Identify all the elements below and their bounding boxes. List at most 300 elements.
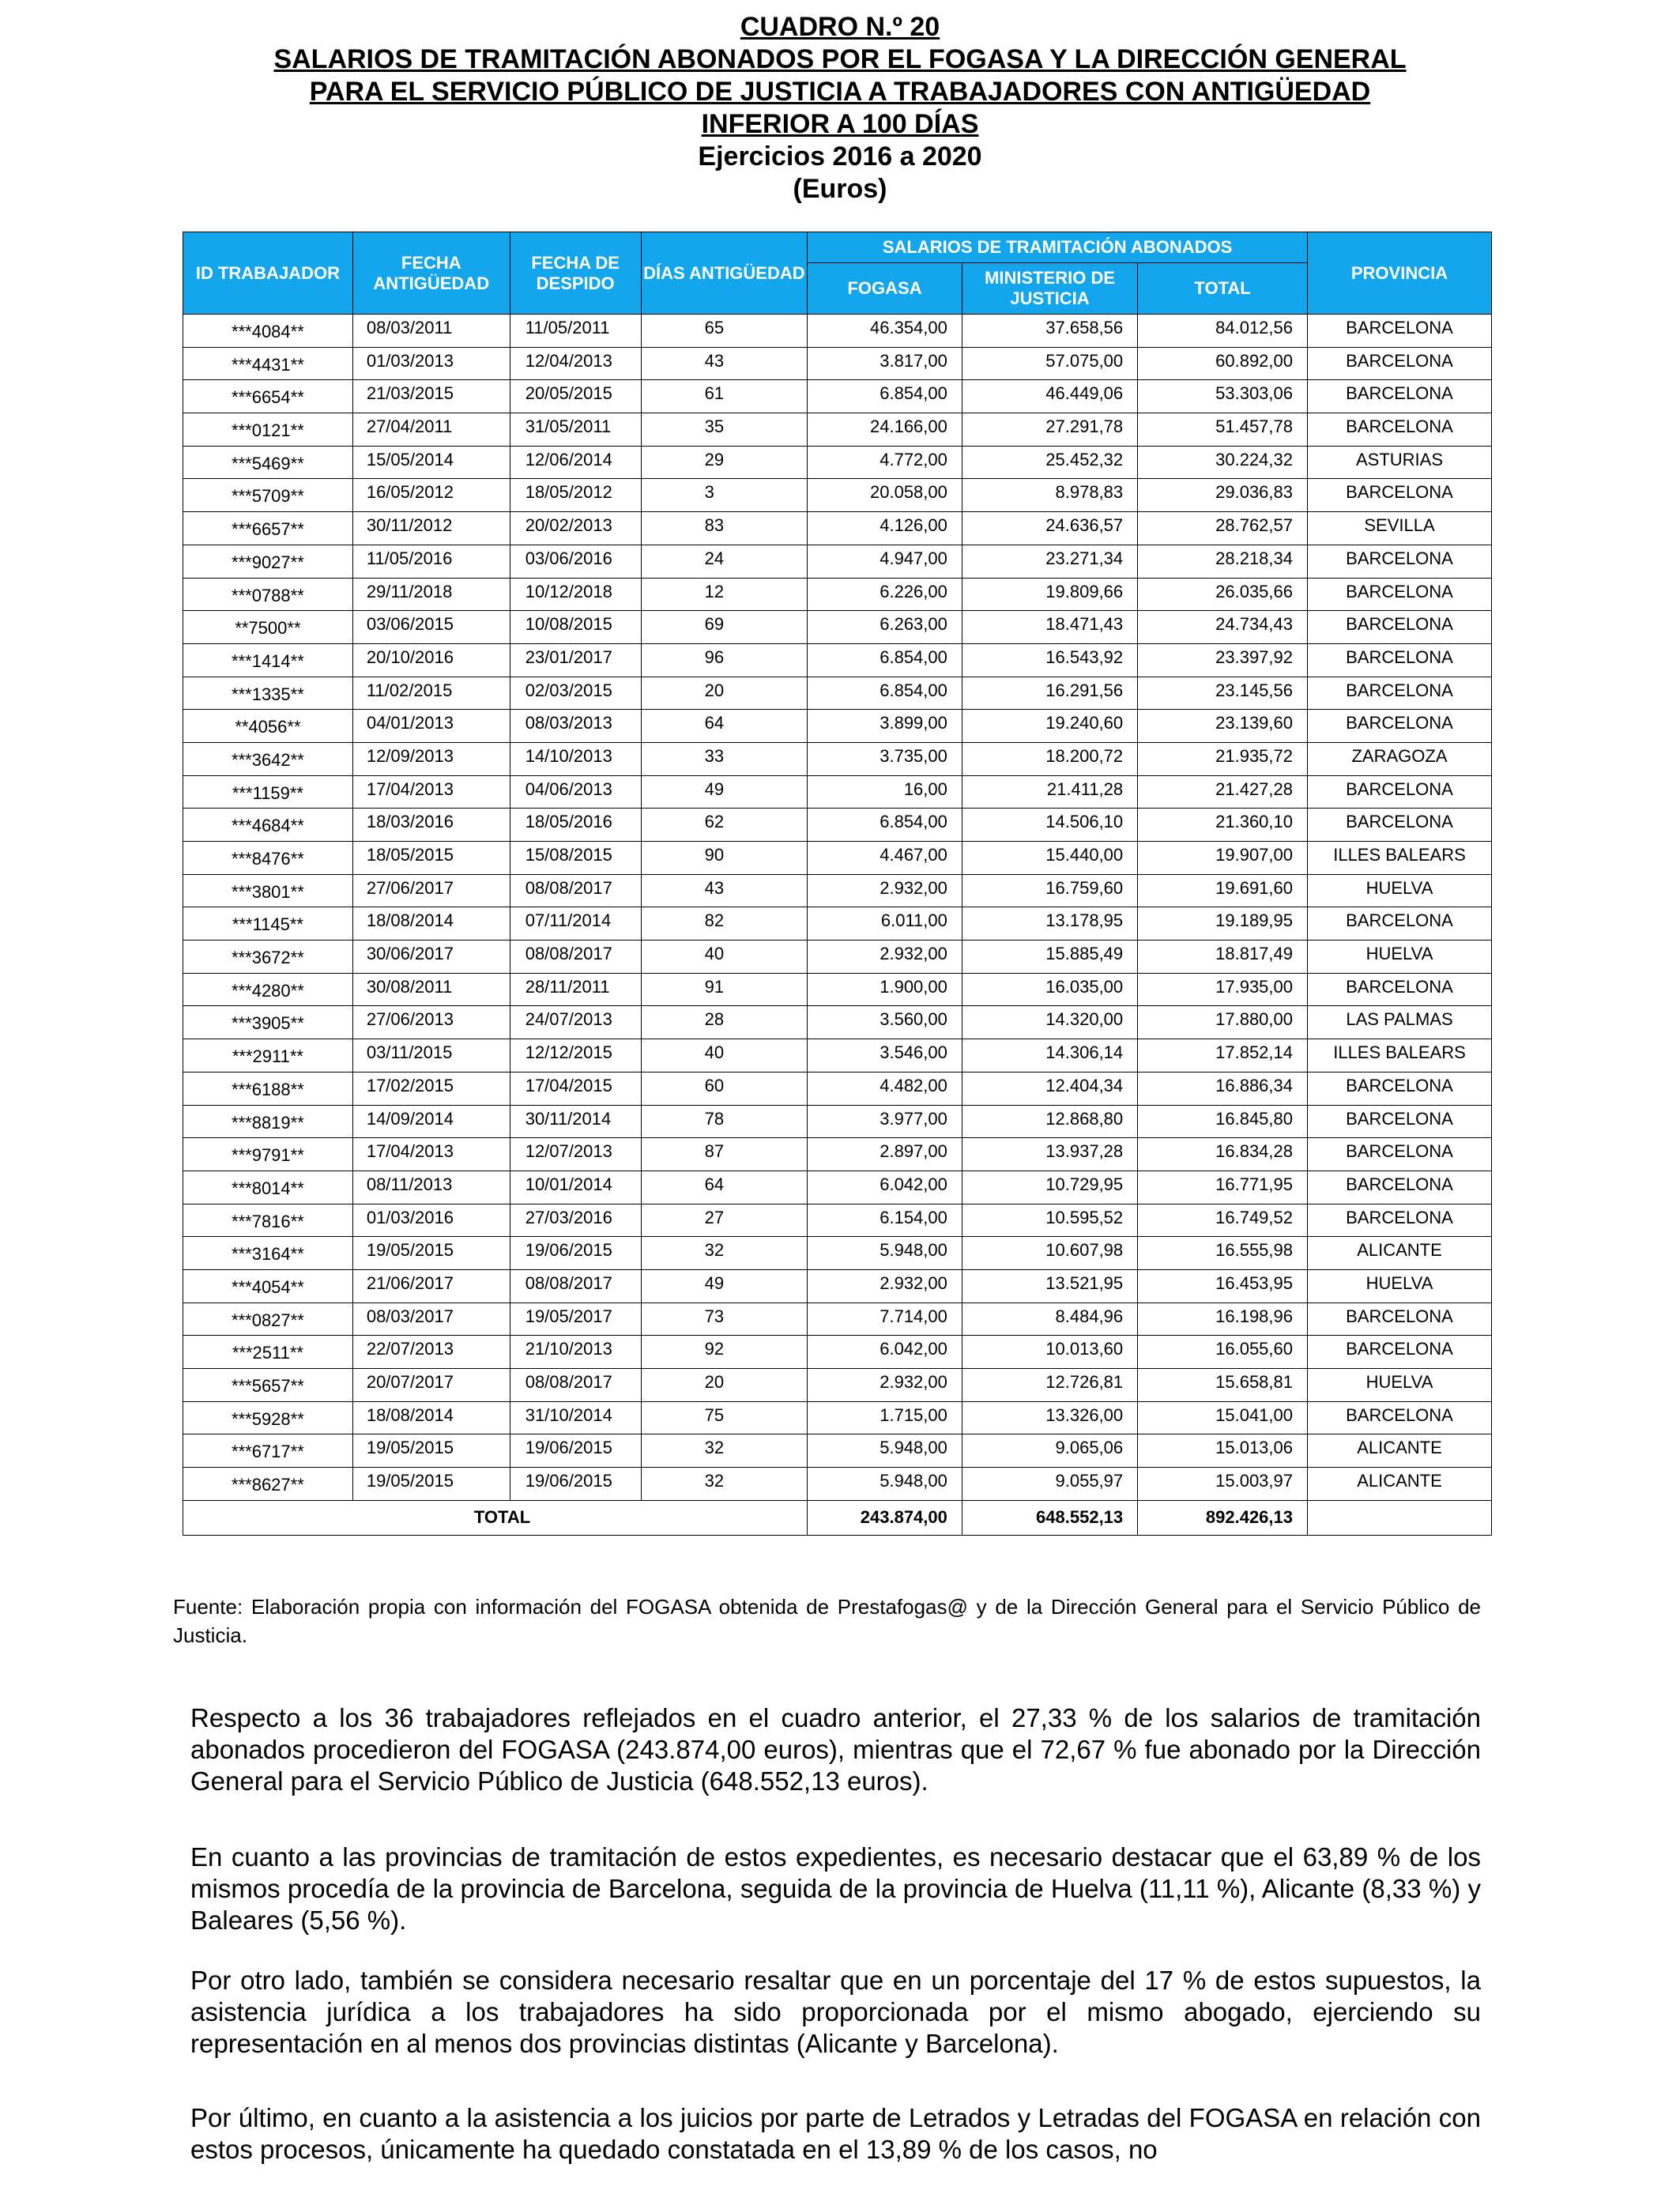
cell-id: ***5709**	[183, 479, 353, 512]
cell-id: ***7816**	[183, 1204, 353, 1237]
cuadro-number: CUADRO N.º 20	[740, 12, 940, 42]
cell-ministerio: 10.595,52	[962, 1204, 1137, 1237]
table-row	[183, 677, 1492, 710]
cell-fogasa: 4.772,00	[808, 446, 962, 479]
cell-ministerio: 27.291,78	[962, 413, 1137, 447]
cell-dias: 43	[641, 874, 808, 907]
cell-fecha-antiguedad: 12/09/2013	[352, 742, 510, 775]
cell-id: ***1335**	[183, 677, 353, 710]
cell-fecha-despido: 14/10/2013	[510, 742, 641, 775]
cell-id: ***8014**	[183, 1171, 353, 1204]
cell-fogasa: 2.932,00	[808, 1269, 962, 1302]
cell-total: 51.457,78	[1138, 413, 1308, 447]
cell-ministerio: 12.726,81	[962, 1369, 1137, 1402]
cell-provincia: ALICANTE	[1308, 1434, 1492, 1468]
cell-id: ***3164**	[183, 1237, 353, 1270]
cell-fecha-despido: 23/01/2017	[510, 643, 641, 677]
cell-provincia: BARCELONA	[1308, 710, 1492, 743]
cell-total: 23.145,56	[1138, 677, 1308, 710]
cell-fecha-antiguedad: 08/03/2017	[352, 1302, 510, 1336]
cell-id: ***3905**	[183, 1006, 353, 1039]
cell-dias: 60	[641, 1072, 808, 1105]
cell-fecha-antiguedad: 11/05/2016	[352, 545, 510, 578]
table-row	[183, 347, 1492, 380]
cell-fecha-despido: 18/05/2016	[510, 809, 641, 842]
cell-fogasa: 20.058,00	[808, 479, 962, 512]
cell-fecha-antiguedad: 27/06/2017	[352, 874, 510, 907]
cell-id: ***2911**	[183, 1039, 353, 1072]
cell-ministerio: 13.326,00	[962, 1401, 1137, 1434]
cell-fogasa: 6.854,00	[808, 677, 962, 710]
units-subtitle: (Euros)	[793, 174, 887, 204]
cell-fecha-antiguedad: 29/11/2018	[352, 578, 510, 611]
cell-dias: 29	[641, 446, 808, 479]
cell-fecha-antiguedad: 04/01/2013	[352, 710, 510, 743]
cell-fecha-antiguedad: 17/04/2013	[352, 1138, 510, 1171]
table-row	[183, 545, 1492, 578]
cell-total: 16.055,60	[1138, 1336, 1308, 1369]
cell-fecha-despido: 12/12/2015	[510, 1039, 641, 1072]
table-row	[183, 413, 1492, 447]
cell-fecha-despido: 11/05/2011	[510, 315, 641, 348]
cell-provincia: BARCELONA	[1308, 1072, 1492, 1105]
cell-dias: 35	[641, 413, 808, 447]
cell-total: 19.691,60	[1138, 874, 1308, 907]
cell-dias: 69	[641, 611, 808, 644]
table-row	[183, 1171, 1492, 1204]
table-row	[183, 1369, 1492, 1402]
cell-fecha-antiguedad: 20/07/2017	[352, 1369, 510, 1402]
salaries-table	[183, 232, 1492, 1536]
cell-ministerio: 21.411,28	[962, 775, 1137, 809]
cell-ministerio: 13.178,95	[962, 907, 1137, 941]
header-dias-antiguedad: DÍAS ANTIGÜEDAD	[641, 232, 808, 315]
cell-provincia: LAS PALMAS	[1308, 1006, 1492, 1039]
cell-fecha-despido: 19/06/2015	[510, 1237, 641, 1270]
cell-dias: 49	[641, 775, 808, 809]
cell-provincia: SEVILLA	[1308, 512, 1492, 545]
cell-fecha-despido: 19/06/2015	[510, 1468, 641, 1501]
cell-id: ***4084**	[183, 315, 353, 348]
cell-id: ***8476**	[183, 842, 353, 875]
table-row	[183, 809, 1492, 842]
total-fogasa: 243.874,00	[808, 1500, 962, 1535]
cell-fecha-despido: 31/10/2014	[510, 1401, 641, 1434]
table-row	[183, 973, 1492, 1006]
cell-id: **4056**	[183, 710, 353, 743]
cell-fecha-despido: 08/08/2017	[510, 1369, 641, 1402]
table-row	[183, 1302, 1492, 1336]
table-row	[183, 1468, 1492, 1501]
cell-fecha-antiguedad: 30/11/2012	[352, 512, 510, 545]
cell-total: 16.198,96	[1138, 1302, 1308, 1336]
cell-fecha-despido: 08/08/2017	[510, 941, 641, 974]
cell-fecha-despido: 03/06/2016	[510, 545, 641, 578]
cell-total: 28.218,34	[1138, 545, 1308, 578]
table-row	[183, 512, 1492, 545]
cell-fecha-despido: 27/03/2016	[510, 1204, 641, 1237]
cell-total: 17.935,00	[1138, 973, 1308, 1006]
cell-fecha-antiguedad: 11/02/2015	[352, 677, 510, 710]
cell-total: 23.139,60	[1138, 710, 1308, 743]
table-row	[183, 710, 1492, 743]
cell-dias: 91	[641, 973, 808, 1006]
cell-dias: 92	[641, 1336, 808, 1369]
cell-id: ***1159**	[183, 775, 353, 809]
cell-ministerio: 18.200,72	[962, 742, 1137, 775]
cell-fogasa: 3.899,00	[808, 710, 962, 743]
cell-dias: 24	[641, 545, 808, 578]
cell-id: ***5469**	[183, 446, 353, 479]
cell-dias: 82	[641, 907, 808, 941]
cell-fogasa: 7.714,00	[808, 1302, 962, 1336]
cell-ministerio: 12.868,80	[962, 1105, 1137, 1138]
cell-fogasa: 2.932,00	[808, 874, 962, 907]
cell-id: ***1414**	[183, 643, 353, 677]
cell-fogasa: 6.854,00	[808, 643, 962, 677]
table-row	[183, 1138, 1492, 1171]
cell-id: **7500**	[183, 611, 353, 644]
table-row	[183, 380, 1492, 413]
cell-provincia: BARCELONA	[1308, 1401, 1492, 1434]
table-title-block	[0, 11, 1680, 205]
cell-provincia: BARCELONA	[1308, 1336, 1492, 1369]
cell-fogasa: 4.482,00	[808, 1072, 962, 1105]
cell-fecha-despido: 24/07/2013	[510, 1006, 641, 1039]
cell-fogasa: 2.932,00	[808, 941, 962, 974]
cell-total: 21.427,28	[1138, 775, 1308, 809]
cell-fecha-antiguedad: 21/03/2015	[352, 380, 510, 413]
cell-ministerio: 15.885,49	[962, 941, 1137, 974]
table-row	[183, 1434, 1492, 1468]
cell-fecha-despido: 20/05/2015	[510, 380, 641, 413]
cell-fogasa: 5.948,00	[808, 1434, 962, 1468]
cell-total: 21.935,72	[1138, 742, 1308, 775]
cell-fecha-despido: 30/11/2014	[510, 1105, 641, 1138]
cell-fecha-antiguedad: 16/05/2012	[352, 479, 510, 512]
cell-fogasa: 6.154,00	[808, 1204, 962, 1237]
cell-dias: 75	[641, 1401, 808, 1434]
paragraph-3: Por otro lado, también se considera necesario resaltar que en un porcentaje del 17 % de estos supuestos, la asistencia jurídica a los trabajadores ha sido proporcionada por el mismo abogado, ejerciendo su representación en al menos dos provincias distintas (Alicante y Barcelona).	[190, 1966, 1481, 2058]
cell-provincia: BARCELONA	[1308, 775, 1492, 809]
header-fecha-despido: FECHA DE DESPIDO	[510, 232, 641, 315]
cell-dias: 3	[641, 479, 808, 512]
cell-fecha-antiguedad: 08/11/2013	[352, 1171, 510, 1204]
cell-dias: 49	[641, 1269, 808, 1302]
cell-id: ***4431**	[183, 347, 353, 380]
cell-ministerio: 9.055,97	[962, 1468, 1137, 1501]
cell-dias: 40	[641, 941, 808, 974]
cell-ministerio: 25.452,32	[962, 446, 1137, 479]
cell-ministerio: 14.506,10	[962, 809, 1137, 842]
cell-id: ***6188**	[183, 1072, 353, 1105]
cell-fecha-despido: 28/11/2011	[510, 973, 641, 1006]
table-body	[183, 315, 1492, 1501]
source-note: Fuente: Elaboración propia con información del FOGASA obtenida de Prestafogas@ y de la Dirección General para el Servicio Público de Justicia.	[173, 1595, 1481, 1647]
cell-fecha-antiguedad: 15/05/2014	[352, 446, 510, 479]
cell-dias: 43	[641, 347, 808, 380]
cell-total: 18.817,49	[1138, 941, 1308, 974]
cell-fecha-despido: 04/06/2013	[510, 775, 641, 809]
cell-fecha-despido: 12/06/2014	[510, 446, 641, 479]
cell-fecha-antiguedad: 20/10/2016	[352, 643, 510, 677]
table-row	[183, 775, 1492, 809]
cell-provincia: BARCELONA	[1308, 973, 1492, 1006]
cell-provincia: BARCELONA	[1308, 1204, 1492, 1237]
cell-provincia: BARCELONA	[1308, 413, 1492, 447]
cell-ministerio: 8.978,83	[962, 479, 1137, 512]
cell-dias: 64	[641, 1171, 808, 1204]
cell-total: 19.189,95	[1138, 907, 1308, 941]
cell-provincia: BARCELONA	[1308, 907, 1492, 941]
cell-id: ***1145**	[183, 907, 353, 941]
cell-id: ***4280**	[183, 973, 353, 1006]
cell-total: 17.880,00	[1138, 1006, 1308, 1039]
cell-fecha-antiguedad: 03/11/2015	[352, 1039, 510, 1072]
header-id-trabajador: ID TRABAJADOR	[183, 232, 353, 315]
cell-fecha-despido: 07/11/2014	[510, 907, 641, 941]
cell-fecha-despido: 15/08/2015	[510, 842, 641, 875]
cell-fecha-antiguedad: 18/08/2014	[352, 1401, 510, 1434]
cell-fecha-antiguedad: 18/08/2014	[352, 907, 510, 941]
cell-id: ***3801**	[183, 874, 353, 907]
title-line-3: INFERIOR A 100 DÍAS	[701, 109, 979, 139]
period-subtitle: Ejercicios 2016 a 2020	[698, 141, 982, 172]
cell-fecha-despido: 20/02/2013	[510, 512, 641, 545]
total-label: TOTAL	[183, 1500, 808, 1535]
cell-total: 30.224,32	[1138, 446, 1308, 479]
cell-dias: 62	[641, 809, 808, 842]
cell-fogasa: 5.948,00	[808, 1468, 962, 1501]
cell-ministerio: 14.306,14	[962, 1039, 1137, 1072]
cell-fecha-antiguedad: 27/06/2013	[352, 1006, 510, 1039]
cell-fogasa: 6.042,00	[808, 1171, 962, 1204]
cell-total: 15.013,06	[1138, 1434, 1308, 1468]
cell-dias: 32	[641, 1468, 808, 1501]
header-provincia: PROVINCIA	[1308, 232, 1492, 315]
table-row	[183, 907, 1492, 941]
cell-dias: 27	[641, 1204, 808, 1237]
cell-total: 16.886,34	[1138, 1072, 1308, 1105]
cell-dias: 64	[641, 710, 808, 743]
cell-total: 16.834,28	[1138, 1138, 1308, 1171]
cell-fecha-despido: 19/05/2017	[510, 1302, 641, 1336]
cell-provincia: ILLES BALEARS	[1308, 842, 1492, 875]
cell-fecha-despido: 02/03/2015	[510, 677, 641, 710]
cell-fogasa: 6.042,00	[808, 1336, 962, 1369]
header-fogasa: FOGASA	[808, 263, 962, 315]
cell-provincia: HUELVA	[1308, 1269, 1492, 1302]
cell-fecha-despido: 19/06/2015	[510, 1434, 641, 1468]
cell-provincia: HUELVA	[1308, 874, 1492, 907]
cell-provincia: HUELVA	[1308, 1369, 1492, 1402]
cell-ministerio: 10.607,98	[962, 1237, 1137, 1270]
cell-fecha-despido: 12/04/2013	[510, 347, 641, 380]
cell-fecha-despido: 17/04/2015	[510, 1072, 641, 1105]
cell-id: ***5928**	[183, 1401, 353, 1434]
paragraph-1: Respecto a los 36 trabajadores reflejados en el cuadro anterior, el 27,33 % de los salarios de tramitación abonados procedieron del FOGASA (243.874,00 euros), mientras que el 72,67 % fue abonado por la Dirección General para el Servicio Público de Justicia (648.552,13 euros).	[190, 1703, 1481, 1796]
cell-ministerio: 10.013,60	[962, 1336, 1137, 1369]
cell-id: ***8819**	[183, 1105, 353, 1138]
cell-fecha-antiguedad: 22/07/2013	[352, 1336, 510, 1369]
title-line-1: SALARIOS DE TRAMITACIÓN ABONADOS POR EL FOGASA Y LA DIRECCIÓN GENERAL	[273, 44, 1407, 74]
table-row	[183, 1072, 1492, 1105]
cell-dias: 20	[641, 1369, 808, 1402]
cell-fecha-antiguedad: 14/09/2014	[352, 1105, 510, 1138]
cell-fogasa: 3.817,00	[808, 347, 962, 380]
cell-id: ***6657**	[183, 512, 353, 545]
cell-fogasa: 3.735,00	[808, 742, 962, 775]
header-total: TOTAL	[1138, 263, 1308, 315]
cell-fogasa: 1.900,00	[808, 973, 962, 1006]
cell-total: 24.734,43	[1138, 611, 1308, 644]
cell-provincia: ILLES BALEARS	[1308, 1039, 1492, 1072]
cell-fecha-antiguedad: 30/06/2017	[352, 941, 510, 974]
table-row	[183, 1006, 1492, 1039]
cell-id: ***9791**	[183, 1138, 353, 1171]
cell-dias: 87	[641, 1138, 808, 1171]
cell-total: 84.012,56	[1138, 315, 1308, 348]
cell-provincia: ASTURIAS	[1308, 446, 1492, 479]
cell-fogasa: 6.011,00	[808, 907, 962, 941]
cell-total: 17.852,14	[1138, 1039, 1308, 1072]
cell-ministerio: 14.320,00	[962, 1006, 1137, 1039]
cell-total: 19.907,00	[1138, 842, 1308, 875]
cell-dias: 40	[641, 1039, 808, 1072]
table-row	[183, 941, 1492, 974]
cell-provincia: BARCELONA	[1308, 578, 1492, 611]
header-fecha-antiguedad: FECHA ANTIGÜEDAD	[352, 232, 510, 315]
cell-ministerio: 24.636,57	[962, 512, 1137, 545]
table-row	[183, 1237, 1492, 1270]
cell-dias: 83	[641, 512, 808, 545]
cell-id: ***9027**	[183, 545, 353, 578]
cell-fecha-despido: 08/08/2017	[510, 1269, 641, 1302]
cell-total: 29.036,83	[1138, 479, 1308, 512]
cell-id: ***2511**	[183, 1336, 353, 1369]
cell-provincia: BARCELONA	[1308, 643, 1492, 677]
cell-fecha-despido: 21/10/2013	[510, 1336, 641, 1369]
cell-ministerio: 13.521,95	[962, 1269, 1137, 1302]
cell-ministerio: 19.240,60	[962, 710, 1137, 743]
header-salarios-group: SALARIOS DE TRAMITACIÓN ABONADOS	[808, 232, 1308, 263]
cell-total: 26.035,66	[1138, 578, 1308, 611]
cell-fogasa: 2.897,00	[808, 1138, 962, 1171]
cell-dias: 28	[641, 1006, 808, 1039]
cell-total: 23.397,92	[1138, 643, 1308, 677]
cell-dias: 90	[641, 842, 808, 875]
cell-provincia: BARCELONA	[1308, 380, 1492, 413]
cell-id: ***6717**	[183, 1434, 353, 1468]
cell-fecha-antiguedad: 17/04/2013	[352, 775, 510, 809]
cell-fecha-antiguedad: 08/03/2011	[352, 315, 510, 348]
cell-fecha-antiguedad: 30/08/2011	[352, 973, 510, 1006]
cell-total: 16.749,52	[1138, 1204, 1308, 1237]
cell-provincia: BARCELONA	[1308, 1302, 1492, 1336]
cell-id: ***0827**	[183, 1302, 353, 1336]
cell-fecha-despido: 18/05/2012	[510, 479, 641, 512]
table-row	[183, 842, 1492, 875]
cell-ministerio: 16.759,60	[962, 874, 1137, 907]
cell-fogasa: 6.854,00	[808, 809, 962, 842]
cell-total: 15.041,00	[1138, 1401, 1308, 1434]
cell-ministerio: 18.471,43	[962, 611, 1137, 644]
cell-provincia: BARCELONA	[1308, 611, 1492, 644]
cell-fogasa: 4.126,00	[808, 512, 962, 545]
cell-fogasa: 16,00	[808, 775, 962, 809]
cell-fecha-antiguedad: 19/05/2015	[352, 1237, 510, 1270]
cell-dias: 61	[641, 380, 808, 413]
cell-id: ***3642**	[183, 742, 353, 775]
cell-ministerio: 12.404,34	[962, 1072, 1137, 1105]
cell-ministerio: 46.449,06	[962, 380, 1137, 413]
cell-id: ***5657**	[183, 1369, 353, 1402]
cell-total: 16.845,80	[1138, 1105, 1308, 1138]
cell-fecha-despido: 10/01/2014	[510, 1171, 641, 1204]
cell-fecha-despido: 08/08/2017	[510, 874, 641, 907]
paragraph-4: Por último, en cuanto a la asistencia a los juicios por parte de Letrados y Letradas del FOGASA en relación con estos procesos, únicamente ha quedado constatada en el 13,89 % de los casos, no	[190, 2103, 1481, 2164]
cell-total: 60.892,00	[1138, 347, 1308, 380]
cell-ministerio: 9.065,06	[962, 1434, 1137, 1468]
cell-fogasa: 2.932,00	[808, 1369, 962, 1402]
cell-fogasa: 46.354,00	[808, 315, 962, 348]
cell-id: ***0788**	[183, 578, 353, 611]
cell-provincia: BARCELONA	[1308, 315, 1492, 348]
table-row	[183, 874, 1492, 907]
cell-total: 16.453,95	[1138, 1269, 1308, 1302]
cell-fogasa: 5.948,00	[808, 1237, 962, 1270]
cell-fogasa: 6.854,00	[808, 380, 962, 413]
cell-provincia: BARCELONA	[1308, 545, 1492, 578]
paragraph-2: En cuanto a las provincias de tramitación de estos expedientes, es necesario destacar que el 63,89 % de los mismos procedía de la provincia de Barcelona, seguida de la provincia de Huelva (11,11 %), Alicante (8,33 %) y Baleares (5,56 %).	[190, 1842, 1481, 1935]
cell-fogasa: 3.977,00	[808, 1105, 962, 1138]
cell-id: ***6654**	[183, 380, 353, 413]
cell-provincia: ALICANTE	[1308, 1237, 1492, 1270]
cell-dias: 73	[641, 1302, 808, 1336]
cell-fecha-despido: 31/05/2011	[510, 413, 641, 447]
cell-fecha-antiguedad: 01/03/2016	[352, 1204, 510, 1237]
cell-id: ***8627**	[183, 1468, 353, 1501]
cell-dias: 78	[641, 1105, 808, 1138]
cell-total: 15.003,97	[1138, 1468, 1308, 1501]
cell-fecha-antiguedad: 21/06/2017	[352, 1269, 510, 1302]
cell-ministerio: 57.075,00	[962, 347, 1137, 380]
table-row	[183, 742, 1492, 775]
cell-provincia: BARCELONA	[1308, 1105, 1492, 1138]
table-row	[183, 1269, 1492, 1302]
table-row	[183, 578, 1492, 611]
table-row	[183, 643, 1492, 677]
cell-total: 16.555,98	[1138, 1237, 1308, 1270]
cell-fecha-antiguedad: 18/05/2015	[352, 842, 510, 875]
total-total: 892.426,13	[1138, 1500, 1308, 1535]
cell-ministerio: 16.543,92	[962, 643, 1137, 677]
cell-ministerio: 13.937,28	[962, 1138, 1137, 1171]
cell-dias: 20	[641, 677, 808, 710]
cell-ministerio: 19.809,66	[962, 578, 1137, 611]
table-row	[183, 315, 1492, 348]
table-row	[183, 1204, 1492, 1237]
total-provincia-empty	[1308, 1500, 1492, 1535]
header-ministerio: MINISTERIO DE JUSTICIA	[962, 263, 1137, 315]
cell-fogasa: 3.546,00	[808, 1039, 962, 1072]
cell-total: 28.762,57	[1138, 512, 1308, 545]
cell-fecha-antiguedad: 01/03/2013	[352, 347, 510, 380]
cell-fecha-antiguedad: 03/06/2015	[352, 611, 510, 644]
cell-provincia: HUELVA	[1308, 941, 1492, 974]
cell-fogasa: 4.467,00	[808, 842, 962, 875]
cell-fecha-despido: 10/08/2015	[510, 611, 641, 644]
